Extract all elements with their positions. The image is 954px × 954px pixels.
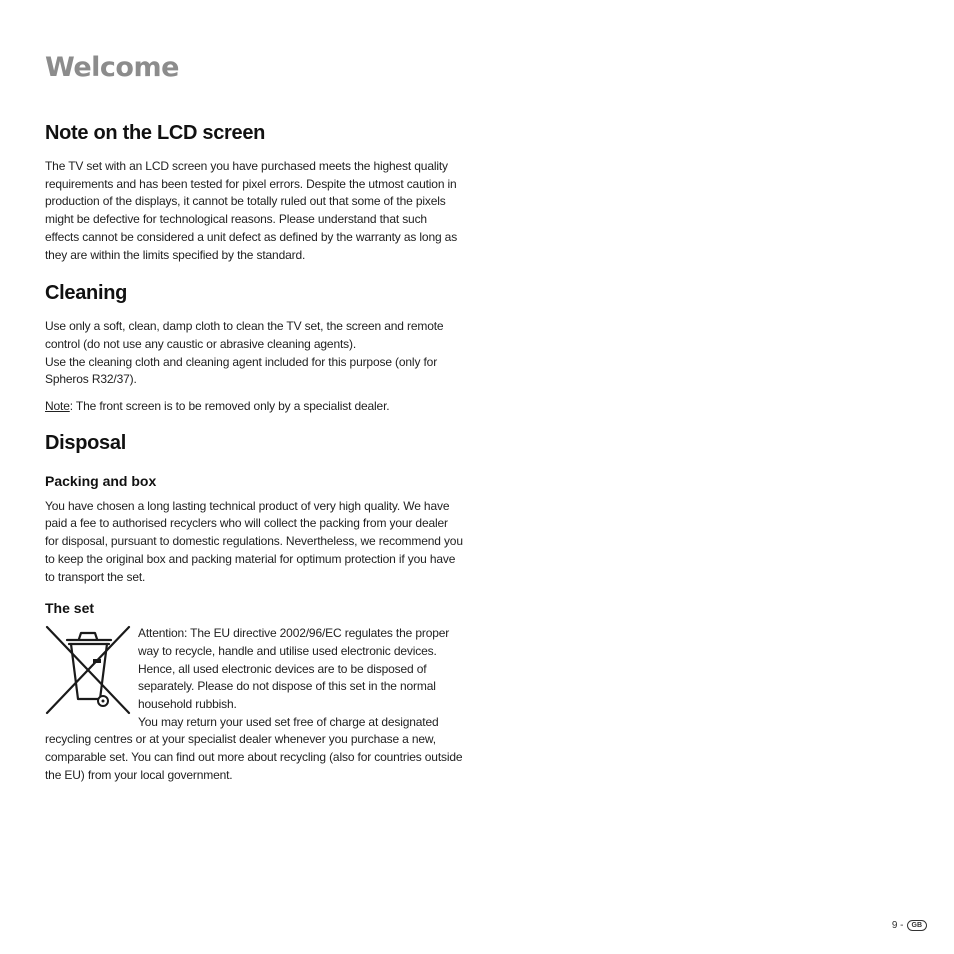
cleaning-line-1: Use only a soft, clean, damp cloth to clean the TV set, the screen and remote control (do not use any caustic or abrasive cleaning agents). [45,319,444,351]
packing-body: You have chosen a long lasting technical product of very high quality. We have paid a fee to authorised recyclers who will collect the packing from your dealer for disposal, pursuant to domestic regulations. Nevertheless, we recommend you to keep the original box and packing material for optimum protection if you have to transport the set. [45,498,463,584]
disposal-section [45,432,463,785]
language-badge: GB [907,920,928,931]
crossed-out-wheelie-bin-icon [45,625,131,715]
lcd-body: The TV set with an LCD screen you have purchased meets the highest quality requirements and has been tested for pixel errors. Despite the utmost caution in production of the displays, it cannot be totally ruled out that some of the pixels might be defective for technological reasons. Please understand that such effects cannot be considered a unit defect as defined by the warranty as long as they are within the limits specified by the standard. [45,159,458,262]
set-body-2: You may return your used set free of charge at designated recycling centres or at your specialist dealer whenever you purchase a new, comparable set. You can find out more about recycling (also for countries outside the EU) from your local government. [45,714,463,782]
cleaning-section [45,282,463,416]
page-footer [892,920,927,931]
cleaning-instructions [45,318,463,389]
set-block [45,625,463,784]
note-text: : The front screen is to be removed only by a specialist dealer. [69,399,390,414]
set-body-1: Attention: The EU directive 2002/96/EC regulates the proper way to recycle, handle and utilise used electronic devices. Hence, all used electronic devices are to be disposed of separately. Please do not dispose of this set in the normal household rubbish. [138,626,450,712]
set-heading: The set [45,600,95,617]
lcd-heading: Note on the LCD screen [45,122,266,144]
lcd-section [45,122,463,264]
cleaning-note [45,398,463,416]
cleaning-line-2: Use the cleaning cloth and cleaning agent included for this purpose (only for Spheros R32/37). [45,354,438,387]
packing-heading: Packing and box [45,472,157,489]
page-title: Welcome [45,52,179,83]
note-label: Note [45,399,70,414]
main-content [45,120,463,785]
page-number: 9 - [891,920,904,931]
disposal-heading: Disposal [45,431,126,454]
cleaning-heading: Cleaning [45,282,128,305]
